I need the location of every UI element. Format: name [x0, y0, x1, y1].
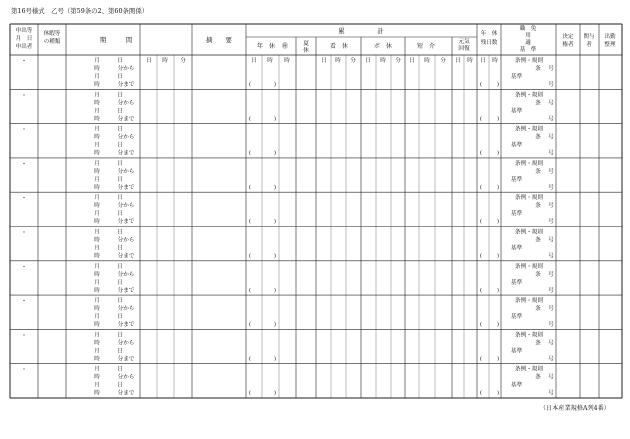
period-hour: 時: [94, 356, 100, 363]
unit-label: 分: [395, 58, 401, 64]
waiver-article: 条: [535, 271, 541, 278]
waiver-header: 基 準: [519, 47, 537, 53]
waiver-article: 条: [535, 203, 541, 210]
period-until: 分まで: [117, 287, 135, 294]
paren-close: ): [273, 390, 277, 397]
paren-close: ): [273, 82, 277, 88]
paren-open: (: [248, 184, 252, 191]
period-month: 月: [94, 366, 100, 373]
waiver-item: 号: [548, 219, 554, 226]
waiver-header: 職 免: [519, 26, 537, 32]
period-hour: 時: [94, 390, 100, 397]
period-day: 日: [117, 366, 123, 373]
unit-day: 日: [146, 58, 152, 64]
waiver-item: 号: [548, 374, 554, 381]
waiver-item: 号: [548, 287, 554, 294]
period-day: 日: [117, 298, 123, 305]
period-hour: 時: [94, 134, 100, 141]
period-month: 月: [94, 245, 100, 252]
waiver-rule-text: 条例・規則: [515, 160, 543, 167]
row-date-dot: ・: [20, 298, 28, 306]
waiver-item: 号: [548, 82, 554, 88]
paren-open: (: [479, 322, 483, 329]
paren-open: (: [248, 116, 252, 123]
period-hour: 時: [94, 219, 100, 226]
unit-label: 日: [321, 58, 327, 64]
period-month: 月: [94, 263, 100, 270]
period-until: 分まで: [117, 322, 135, 329]
waiver-standard: 基準: [511, 382, 523, 389]
row-date-dot: ・: [20, 366, 28, 374]
period-month: 月: [94, 298, 100, 305]
paren-open: (: [479, 82, 483, 88]
paren-close: ): [273, 356, 277, 363]
waiver-rule-text: 条例・規則: [515, 58, 543, 64]
period-until: 分まで: [117, 219, 135, 226]
unit-minute: 分: [180, 58, 186, 64]
paren-open: (: [479, 356, 483, 363]
paren-open: (: [248, 322, 252, 329]
period-day: 日: [117, 348, 123, 355]
decider-header: 決定: [562, 34, 574, 40]
circled-hou-header: ㊙: [281, 43, 289, 50]
paren-open: (: [248, 287, 252, 294]
waiver-article: 条: [535, 306, 541, 313]
cumulative-header: 累 計: [338, 27, 384, 35]
form-title: 第16号様式 乙号（第59条の2、第60条関係）: [11, 7, 149, 15]
waiver-header: 用: [525, 33, 531, 39]
waiver-standard: 基準: [511, 245, 523, 252]
period-month: 月: [94, 348, 100, 355]
paren-open: (: [248, 390, 252, 397]
paren-open: (: [479, 184, 483, 191]
period-hour: 時: [94, 322, 100, 329]
waiver-standard: 基準: [511, 348, 523, 355]
period-header: 期 間: [99, 36, 133, 44]
period-hour: 時: [94, 374, 100, 381]
paren-open: (: [479, 390, 483, 397]
period-month: 月: [94, 211, 100, 218]
period-from: 分から: [117, 66, 135, 72]
waiver-item: 号: [548, 134, 554, 141]
applicant-header: 申出等: [15, 28, 33, 34]
waiver-rule-text: 条例・規則: [515, 126, 543, 133]
waiver-rule-text: 条例・規則: [515, 92, 543, 99]
period-until: 分まで: [117, 82, 135, 88]
leave-type-header: の種類: [43, 39, 61, 45]
paren-close: ): [496, 322, 500, 329]
waiver-standard: 基準: [511, 74, 523, 80]
waiver-standard: 基準: [511, 279, 523, 286]
period-hour: 時: [94, 150, 100, 157]
paren-close: ): [496, 150, 500, 157]
waiver-standard: 基準: [511, 108, 523, 115]
period-day: 日: [117, 74, 123, 80]
unit-label: 日: [455, 58, 461, 64]
period-hour: 時: [94, 237, 100, 244]
waiver-article: 条: [535, 374, 541, 381]
paren-close: ): [273, 150, 277, 157]
waiver-header: 適: [525, 40, 531, 46]
waiver-item: 号: [548, 116, 554, 123]
period-until: 分まで: [117, 150, 135, 157]
period-from: 分から: [117, 134, 135, 141]
period-month: 月: [94, 382, 100, 389]
waiver-article: 条: [535, 100, 541, 107]
unit-label: 時: [424, 58, 430, 64]
period-from: 分から: [117, 100, 135, 107]
paren-close: ): [273, 116, 277, 123]
waiver-item: 号: [548, 253, 554, 260]
paren-close: ): [496, 82, 500, 88]
waiver-rule-text: 条例・規則: [515, 366, 543, 373]
period-hour: 時: [94, 203, 100, 210]
waiver-article: 条: [535, 237, 541, 244]
paren-open: (: [248, 253, 252, 260]
waiver-item: 号: [548, 203, 554, 210]
period-hour: 時: [94, 168, 100, 175]
row-date-dot: ・: [20, 332, 28, 340]
period-month: 月: [94, 74, 100, 80]
period-month: 月: [94, 160, 100, 167]
waiver-rule-text: 条例・規則: [515, 229, 543, 236]
annual-leave-header: 年 休: [256, 43, 276, 50]
period-from: 分から: [117, 237, 135, 244]
leave-type-header: 休暇等: [43, 31, 61, 37]
annual-remaining-header: 残日数: [480, 40, 498, 46]
paren-close: ): [496, 184, 500, 191]
waiver-item: 号: [548, 100, 554, 107]
row-date-dot: ・: [20, 160, 28, 168]
paren-close: ): [496, 219, 500, 226]
period-month: 月: [94, 126, 100, 133]
waiver-article: 条: [535, 66, 541, 72]
waiver-article: 条: [535, 340, 541, 347]
waiver-item: 号: [548, 322, 554, 329]
paren-open: (: [479, 116, 483, 123]
period-day: 日: [117, 108, 123, 115]
nursing-leave-header: 看 休: [329, 43, 349, 50]
period-hour: 時: [94, 184, 100, 191]
period-day: 日: [117, 382, 123, 389]
waiver-standard: 基準: [511, 142, 523, 149]
period-hour: 時: [94, 253, 100, 260]
waiver-article: 条: [535, 168, 541, 175]
waiver-standard: 基準: [511, 314, 523, 321]
period-day: 日: [117, 314, 123, 321]
period-month: 月: [94, 195, 100, 202]
waiver-standard: 基準: [511, 176, 523, 183]
unit-label: 時: [284, 58, 290, 64]
paren-close: ): [273, 253, 277, 260]
waiver-item: 号: [548, 340, 554, 347]
paren-close: ): [273, 287, 277, 294]
period-until: 分まで: [117, 253, 135, 260]
recovery-header: 元気: [458, 39, 470, 45]
period-day: 日: [117, 279, 123, 286]
row-date-dot: ・: [20, 58, 28, 65]
waiver-item: 号: [548, 356, 554, 363]
period-until: 分まで: [117, 390, 135, 397]
unit-label: 時: [492, 58, 498, 64]
period-month: 月: [94, 229, 100, 236]
period-month: 月: [94, 58, 100, 64]
unit-label: 日: [365, 58, 371, 64]
period-day: 日: [117, 92, 123, 99]
unit-label: 日: [409, 58, 415, 64]
short-care-header: 短 介: [416, 43, 436, 50]
attendance-header: 出勤: [604, 34, 616, 40]
paren-close: ): [496, 287, 500, 294]
period-hour: 時: [94, 306, 100, 313]
period-until: 分まで: [117, 356, 135, 363]
paren-close: ): [273, 184, 277, 191]
unit-label: 時: [335, 58, 341, 64]
waiver-rule-text: 条例・規則: [515, 298, 543, 305]
paren-open: (: [248, 82, 252, 88]
waiver-item: 号: [548, 66, 554, 72]
period-until: 分まで: [117, 116, 135, 123]
period-month: 月: [94, 279, 100, 286]
paren-open: (: [479, 253, 483, 260]
period-from: 分から: [117, 374, 135, 381]
period-day: 日: [117, 211, 123, 218]
paren-open: (: [248, 150, 252, 157]
paren-close: ): [273, 219, 277, 226]
period-month: 月: [94, 92, 100, 99]
volunteer-leave-header: ボ 休: [373, 43, 393, 50]
paren-open: (: [248, 356, 252, 363]
row-date-dot: ・: [20, 92, 28, 100]
unit-label: 時: [267, 58, 273, 64]
period-hour: 時: [94, 66, 100, 72]
paren-close: ): [496, 116, 500, 123]
waiver-article: 条: [535, 134, 541, 141]
waiver-item: 号: [548, 390, 554, 397]
waiver-rule-text: 条例・規則: [515, 263, 543, 270]
paren-close: ): [496, 390, 500, 397]
paren-close: ): [273, 322, 277, 329]
applicant-header: 月 日: [15, 36, 33, 42]
waiver-item: 号: [548, 237, 554, 244]
paren-open: (: [479, 287, 483, 294]
period-hour: 時: [94, 287, 100, 294]
period-day: 日: [117, 245, 123, 252]
summer-leave-header: 夏: [303, 41, 309, 47]
footer-note: （日本産業規格A列4番）: [539, 405, 610, 412]
paren-open: (: [479, 150, 483, 157]
period-month: 月: [94, 108, 100, 115]
paren-close: ): [496, 253, 500, 260]
period-day: 日: [117, 142, 123, 149]
waiver-rule-text: 条例・規則: [515, 195, 543, 202]
unit-label: 時: [380, 58, 386, 64]
period-hour: 時: [94, 340, 100, 347]
waiver-standard: 基準: [511, 211, 523, 218]
row-date-dot: ・: [20, 195, 28, 203]
period-from: 分から: [117, 306, 135, 313]
recovery-header: 回復: [458, 46, 470, 52]
period-from: 分から: [117, 168, 135, 175]
paren-open: (: [248, 219, 252, 226]
waiver-item: 号: [548, 184, 554, 191]
period-month: 月: [94, 176, 100, 183]
period-hour: 時: [94, 100, 100, 107]
period-day: 日: [117, 263, 123, 270]
unit-label: 日: [480, 58, 486, 64]
unit-label: 時: [467, 58, 473, 64]
paren-close: ): [496, 356, 500, 363]
period-day: 日: [117, 160, 123, 167]
involvement-header: 関与: [583, 34, 595, 40]
unit-label: 分: [440, 58, 446, 64]
period-from: 分から: [117, 340, 135, 347]
period-month: 月: [94, 332, 100, 339]
period-day: 日: [117, 126, 123, 133]
waiver-item: 号: [548, 168, 554, 175]
row-date-dot: ・: [20, 126, 28, 134]
period-day: 日: [117, 195, 123, 202]
period-from: 分から: [117, 271, 135, 278]
period-until: 分まで: [117, 184, 135, 191]
attendance-header: 整理: [604, 42, 616, 48]
period-month: 月: [94, 142, 100, 149]
waiver-item: 号: [548, 271, 554, 278]
summary-header: 摘 要: [206, 36, 232, 44]
decider-header: 権者: [562, 42, 574, 48]
summer-leave-header: 休: [303, 48, 309, 54]
period-day: 日: [117, 332, 123, 339]
period-hour: 時: [94, 116, 100, 123]
period-day: 日: [117, 229, 123, 236]
applicant-header: 申出者: [15, 44, 33, 50]
unit-hour: 時: [162, 58, 168, 64]
unit-label: 分: [350, 58, 356, 64]
involvement-header: 者: [586, 42, 592, 48]
period-month: 月: [94, 314, 100, 321]
waiver-item: 号: [548, 306, 554, 313]
paren-open: (: [479, 219, 483, 226]
annual-remaining-header: 年 休: [480, 31, 498, 37]
period-hour: 時: [94, 82, 100, 88]
period-day: 日: [117, 58, 123, 64]
period-day: 日: [117, 176, 123, 183]
waiver-rule-text: 条例・規則: [515, 332, 543, 339]
row-date-dot: ・: [20, 229, 28, 237]
period-hour: 時: [94, 271, 100, 278]
unit-label: 日: [251, 58, 257, 64]
waiver-item: 号: [548, 150, 554, 157]
period-from: 分から: [117, 203, 135, 210]
row-date-dot: ・: [20, 263, 28, 271]
